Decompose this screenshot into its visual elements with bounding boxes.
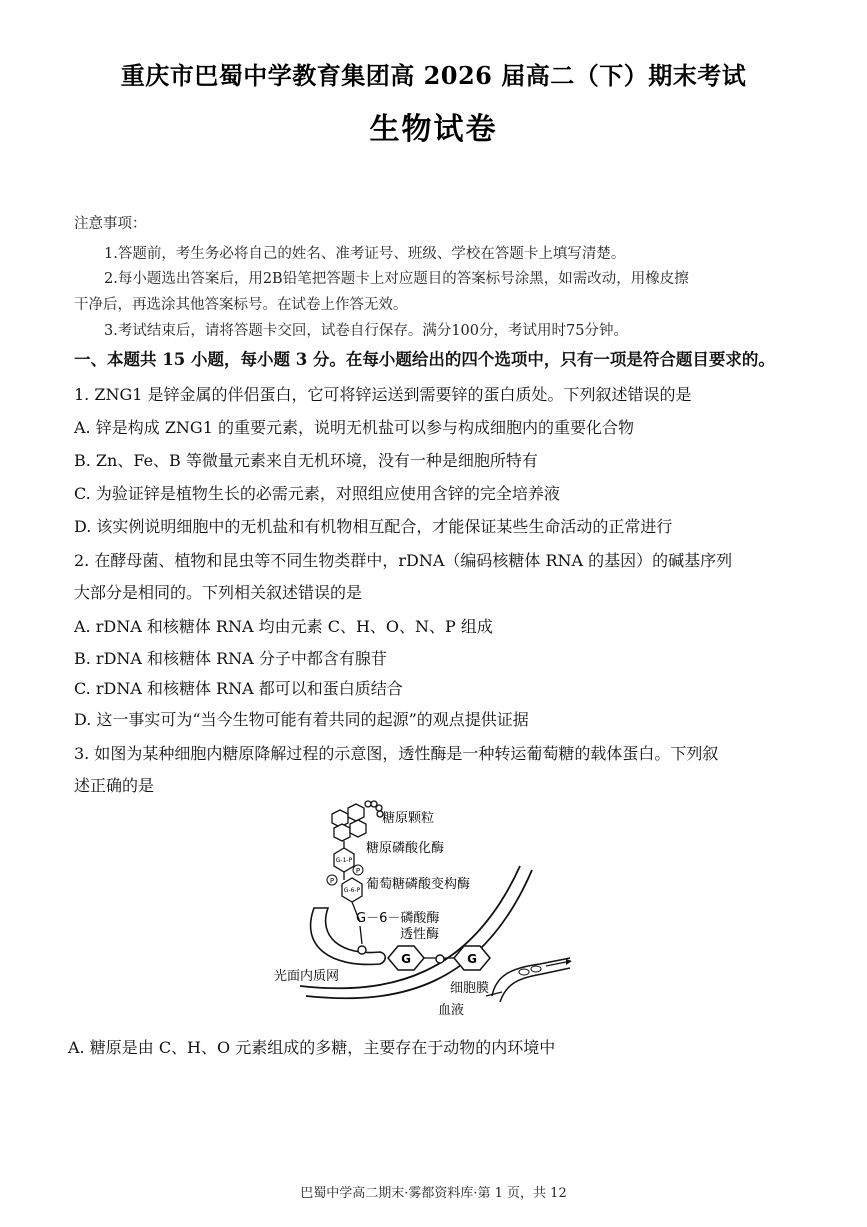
q3-stem-line1: 3. 如图为某种细胞内糖原降解过程的示意图，透性酶是一种转运葡萄糖的载体蛋白。下列叙 <box>74 744 719 763</box>
q1-option-d: D. 该实例说明细胞中的无机盐和有机物相互配合，才能保证某些生命活动的正常进行 <box>74 517 673 536</box>
notice-item-2: 2.每小题选出答案后，用2B铅笔把答题卡上对应题目的答案标号涂黑，如需改动，用橡皮擦 <box>104 271 689 287</box>
notice-item-3: 3.考试结束后，请将答题卡交回，试卷自行保存。满分100分，考试用时75分钟。 <box>104 323 628 339</box>
exam-title: 重庆市巴蜀中学教育集团高 2026 届高二（下）期末考试 <box>120 61 747 90</box>
q2-stem-line1: 2. 在酵母菌、植物和昆虫等不同生物类群中，rDNA（编码核糖体 RNA 的基因）的碱基序列 <box>74 551 733 570</box>
page-footer: 巴蜀中学高二期末·雾都资料库·第 1 页，共 12 <box>300 1186 567 1201</box>
svg-text:P: P <box>355 867 361 875</box>
g1p-hexagon <box>334 848 363 875</box>
label-cell-membrane: 细胞膜 <box>450 981 490 996</box>
q1-option-a: A. 锌是构成 ZNG1 的重要元素，说明无机盐可以参与构成细胞内的重要化合物 <box>74 418 634 437</box>
q2-option-c: C. rDNA 和核糖体 RNA 都可以和蛋白质结合 <box>74 679 403 698</box>
blood-vessel-shape <box>492 958 570 1002</box>
label-blood: 血液 <box>438 1003 465 1018</box>
g6pase-enzyme-icon <box>358 946 366 954</box>
label-smooth-er: 光面内质网 <box>274 969 340 984</box>
notice-heading: 注意事项： <box>74 216 147 232</box>
q1-option-b: B. Zn、Fe、B 等微量元素来自无机环境，没有一种是细胞所特有 <box>74 451 538 470</box>
q1-stem: 1. ZNG1 是锌金属的伴侣蛋白，它可将锌运送到需要锌的蛋白质处。下列叙述错误的是 <box>74 385 692 404</box>
subject-title: 生物试卷 <box>369 112 498 147</box>
q2-option-d: D. 这一事实可为“当今生物可能有着共同的起源”的观点提供证据 <box>74 710 529 729</box>
glucose-inside-icon <box>388 946 424 970</box>
svg-text:G-1-P: G-1-P <box>335 857 353 864</box>
label-permease: 透性酶 <box>400 927 440 942</box>
svg-text:G-6-P: G-6-P <box>343 887 361 894</box>
label-mutase: 葡萄糖磷酸变构酶 <box>366 877 471 892</box>
notice-item-1: 1.答题前，考生务必将自己的姓名、准考证号、班级、学校在答题卡上填写清楚。 <box>104 246 626 262</box>
label-glycogen: 糖原颗粒 <box>382 811 435 826</box>
svg-text:G: G <box>401 952 411 966</box>
section-heading: 一、本题共 15 小题，每小题 3 分。在每小题给出的四个选项中，只有一项是符合题目要求的。 <box>74 350 775 369</box>
glycogen-granule-icon <box>332 801 383 841</box>
glycogen-degradation-figure <box>270 796 590 1026</box>
q2-option-a: A. rDNA 和核糖体 RNA 均由元素 C、H、O、N、P 组成 <box>74 617 493 636</box>
label-phosphorylase: 糖原磷酸化酶 <box>366 841 445 856</box>
permease-icon <box>436 955 444 963</box>
notice-item-2-cont: 干净后，再选涂其他答案标号。在试卷上作答无效。 <box>74 297 408 313</box>
label-g6pase: G－6－磷酸酶 <box>356 911 440 926</box>
q2-option-b: B. rDNA 和核糖体 RNA 分子中都含有腺苷 <box>74 649 387 668</box>
q2-stem-line2: 大部分是相同的。下列相关叙述错误的是 <box>74 583 363 602</box>
svg-text:P: P <box>329 877 335 885</box>
q1-option-c: C. 为验证锌是植物生长的必需元素，对照组应使用含锌的完全培养液 <box>74 484 560 503</box>
q3-option-a: A. 糖原是由 C、H、O 元素组成的多糖，主要存在于动物的内环境中 <box>68 1038 556 1057</box>
svg-text:G: G <box>467 952 477 966</box>
q3-stem-line2: 述正确的是 <box>74 776 155 795</box>
